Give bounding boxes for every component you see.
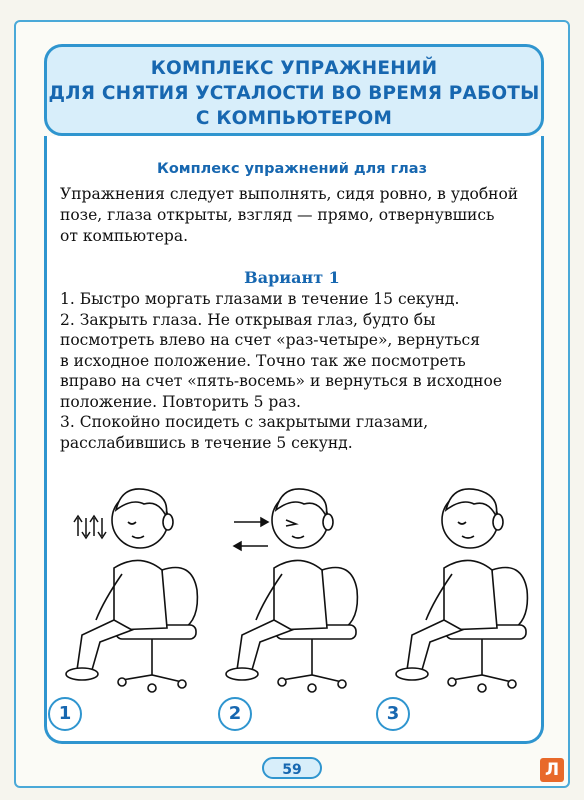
step-line: 1. Быстро моргать глазами в течение 15 секунд. [60, 290, 460, 308]
seated-child-illustration-2 [212, 470, 362, 700]
section-subtitle: Комплекс упражнений для глаз [156, 161, 428, 177]
intro-line: Упражнения следует выполнять, сидя ровно, в удобной [60, 185, 519, 203]
step-line: расслабившись в течение 5 секунд. [60, 433, 353, 452]
intro-line: позе, глаза открыты, взгляд — прямо, отвернувшись [60, 206, 495, 224]
step-line: посмотреть влево на счет «раз-четыре», вернуться [60, 331, 481, 349]
intro-line: от компьютера. [60, 227, 189, 245]
publisher-logo: Л [540, 758, 564, 782]
title-line: С КОМПЬЮТЕРОМ [195, 108, 393, 129]
step-line: 3. Спокойно посидеть с закрытыми глазами, [60, 413, 429, 431]
page-title [47, 47, 541, 131]
variant-heading: Вариант 1 [244, 268, 340, 287]
title-banner [44, 44, 544, 136]
title-line: ДЛЯ СНЯТИЯ УСТАЛОСТИ ВО ВРЕМЯ РАБОТЫ [48, 83, 540, 104]
title-line: КОМПЛЕКС УПРАЖНЕНИЙ [150, 58, 438, 79]
step-line: в исходное положение. Точно так же посмотреть [60, 351, 466, 370]
blink-arrows-icon [74, 516, 106, 538]
left-right-arrows-icon [234, 518, 268, 550]
page-number: 59 [262, 757, 322, 779]
intro-paragraph [60, 184, 538, 247]
step-line: 2. Закрыть глаза. Не открывая глаз, будто бы [60, 310, 436, 329]
figure-number-3: 3 [376, 697, 410, 731]
seated-child-illustration-1 [52, 470, 202, 700]
seated-child-illustration-3 [382, 470, 532, 700]
figure-number-1: 1 [48, 697, 82, 731]
step-line: вправо на счет «пять-восемь» и вернуться в исходное [60, 372, 503, 390]
figure-number-2: 2 [218, 697, 252, 731]
step-line: положение. Повторить 5 раз. [60, 392, 301, 411]
exercise-steps [60, 289, 538, 453]
